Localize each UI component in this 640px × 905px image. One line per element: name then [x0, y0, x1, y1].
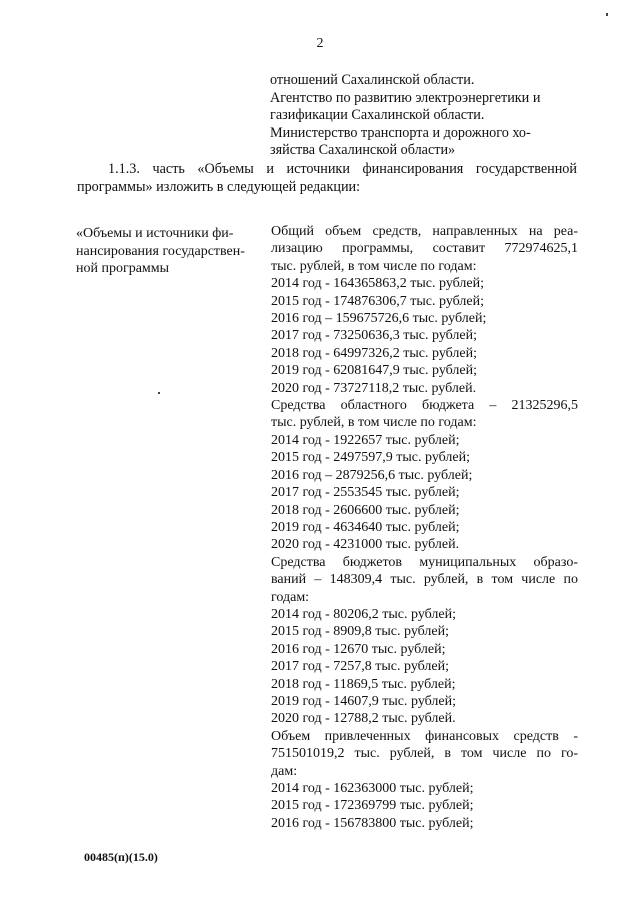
year-amount-line: 2015 год - 174876306,7 тыс. рублей;: [271, 293, 485, 309]
year-amount-line: 2015 год - 172369799 тыс. рублей;: [271, 798, 474, 814]
year-amount-line: 2019 год - 4634640 тыс. рублей;: [271, 519, 460, 535]
year-amount-line: 2017 год - 2553545 тыс. рублей;: [271, 485, 460, 501]
year-amount-line: 2014 год - 80206,2 тыс. рублей;: [271, 606, 457, 622]
section-heading-cell: [76, 225, 256, 278]
scan-speck: [606, 13, 608, 16]
year-amount-line: 2014 год - 164365863,2 тыс. рублей;: [271, 276, 485, 292]
year-amount-line: 2014 год - 1922657 тыс. рублей;: [271, 432, 460, 448]
funding-paragraph: [271, 223, 578, 275]
year-amount-line: 2018 год - 11869,5 тыс. рублей;: [271, 676, 456, 692]
funding-paragraph: [271, 728, 578, 780]
funding-paragraph-line: лизацию программы, составит 772974625,1: [271, 241, 578, 257]
page-number: 2: [316, 36, 324, 51]
funding-paragraph-line: тыс. рублей, в том числе по годам:: [271, 258, 477, 274]
funding-paragraph-line: Средства областного бюджета – 21325296,5: [271, 398, 578, 414]
funding-details-cell: [271, 223, 578, 832]
org-line: Министерство транспорта и дорожного хо-: [270, 124, 531, 141]
org-line: газификации Сахалинской области.: [270, 107, 485, 123]
funding-paragraph-line: Объем привлеченных финансовых средств -: [271, 728, 578, 744]
year-amount-line: 2016 год - 12670 тыс. рублей;: [271, 641, 446, 657]
year-amount-line: 2015 год - 8909,8 тыс. рублей;: [271, 624, 450, 640]
amendment-paragraph: 1.1.3. часть «Объемы и источники финансирования государственной программы» изложить в следующей редакции:: [77, 161, 577, 195]
org-line: Агентство по развитию электроэнергетики и: [270, 89, 541, 106]
year-amount-line: 2016 год – 159675726,6 тыс. рублей;: [271, 311, 487, 327]
funding-paragraph-line: 751501019,2 тыс. рублей, в том числе по го-: [271, 746, 578, 762]
document-code: 00485(п)(15.0): [84, 850, 158, 864]
funding-paragraph-line: Средства бюджетов муниципальных образо-: [271, 554, 578, 570]
year-amount-line: 2016 год - 156783800 тыс. рублей;: [271, 815, 474, 831]
year-amount-line: 2019 год - 14607,9 тыс. рублей;: [271, 693, 457, 709]
section-heading-line: «Объемы и источники фи-: [76, 226, 234, 241]
funding-paragraph-line: ваний – 148309,4 тыс. рублей, в том числе по: [271, 572, 578, 588]
funding-paragraph-line: тыс. рублей, в том числе по годам:: [271, 415, 477, 431]
funding-paragraph-line: дам:: [271, 763, 298, 779]
year-amount-line: 2016 год – 2879256,6 тыс. рублей;: [271, 467, 473, 483]
year-amount-line: 2015 год - 2497597,9 тыс. рублей;: [271, 450, 471, 466]
org-line: зяйства Сахалинской области»: [270, 142, 456, 158]
year-amount-line: 2017 год - 73250636,3 тыс. рублей;: [271, 328, 478, 344]
year-amount-line: 2020 год - 4231000 тыс. рублей.: [271, 537, 460, 553]
year-amount-line: 2018 год - 64997326,2 тыс. рублей;: [271, 345, 478, 361]
funding-paragraph-line: Общий объем средств, направленных на реа-: [271, 224, 578, 239]
year-amount-line: 2017 год - 7257,8 тыс. рублей;: [271, 659, 450, 675]
funding-paragraph: [271, 397, 578, 432]
responsible-organizations: [270, 72, 578, 160]
year-amount-line: 2020 год - 12788,2 тыс. рублей.: [271, 711, 456, 727]
year-amount-line: 2014 год - 162363000 тыс. рублей;: [271, 781, 474, 796]
year-amount-line: 2018 год - 2606600 тыс. рублей;: [271, 502, 460, 518]
section-heading-line: нансирования государствен-: [76, 243, 245, 259]
org-line: отношений Сахалинской области.: [270, 72, 475, 88]
section-heading-line: ной программы: [76, 261, 170, 276]
year-amount-line: 2019 год - 62081647,9 тыс. рублей;: [271, 363, 478, 379]
year-amount-line: 2020 год - 73727118,2 тыс. рублей.: [271, 380, 477, 396]
funding-paragraph: [271, 554, 578, 606]
scan-speck: [158, 392, 160, 394]
funding-paragraph-line: годам:: [271, 589, 310, 605]
